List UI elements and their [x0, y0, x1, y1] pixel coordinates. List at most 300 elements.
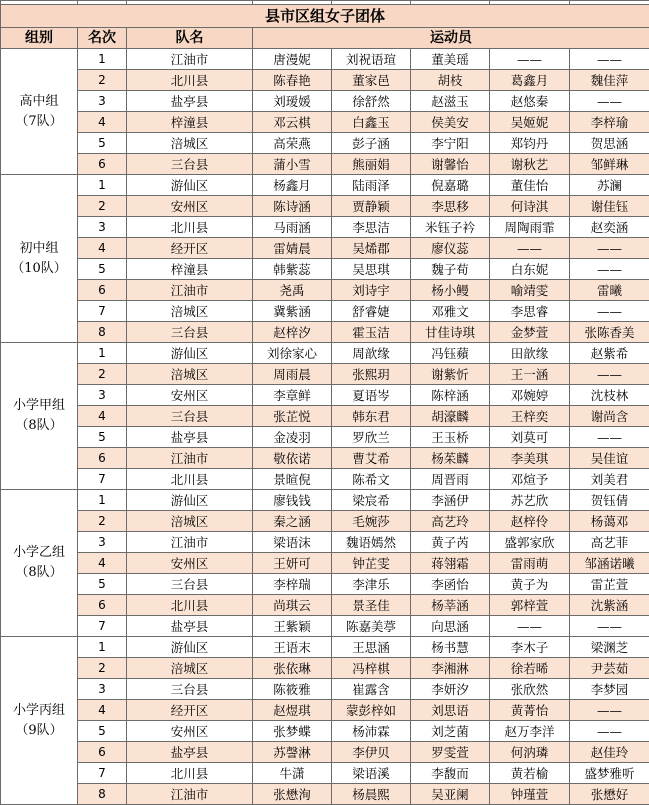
athlete-cell: ——: [570, 49, 649, 70]
rank-cell: 2: [78, 196, 127, 217]
athlete-cell: 周陶雨霏: [490, 217, 570, 238]
team-cell: 北川县: [127, 595, 253, 616]
athlete-cell: 雷芷萱: [570, 574, 649, 595]
table-row: [1, 595, 649, 616]
athlete-cell: 邓煊予: [490, 469, 570, 490]
rank-cell: 3: [78, 532, 127, 553]
athlete-cell: 谢尚含: [570, 406, 649, 427]
athlete-cell: 赵滋玉: [411, 91, 490, 112]
athlete-cell: 李馥而: [411, 763, 490, 784]
athlete-cell: 李函怡: [411, 574, 490, 595]
athlete-cell: 米钰子衿: [411, 217, 490, 238]
athlete-cell: 廖仪蕊: [411, 238, 490, 259]
athlete-cell: 陈梓涵: [411, 385, 490, 406]
table-row: [1, 238, 649, 259]
athlete-cell: ——: [570, 238, 649, 259]
athlete-cell: 徐舒然: [332, 91, 411, 112]
athlete-cell: 盛郭家欣: [490, 532, 570, 553]
rank-cell: 6: [78, 448, 127, 469]
athlete-cell: 张梦蝶: [253, 721, 332, 742]
athlete-cell: 李湘淋: [411, 658, 490, 679]
athlete-cell: 雷曦: [570, 280, 649, 301]
table-row: [1, 385, 649, 406]
rank-cell: 1: [78, 49, 127, 70]
athlete-cell: ——: [570, 301, 649, 322]
athlete-cell: 金梦萱: [490, 322, 570, 343]
athlete-cell: 张欣然: [490, 679, 570, 700]
athlete-cell: 黄子芮: [411, 532, 490, 553]
athlete-cell: 景圣佳: [332, 595, 411, 616]
team-cell: 涪城区: [127, 364, 253, 385]
rank-cell: 6: [78, 154, 127, 175]
table-row: [1, 322, 649, 343]
rank-cell: 4: [78, 553, 127, 574]
table-row: [1, 679, 649, 700]
athlete-cell: 梁渊芝: [570, 637, 649, 658]
athlete-cell: 霍玉洁: [332, 322, 411, 343]
team-cell: 安州区: [127, 196, 253, 217]
team-cell: 三台县: [127, 406, 253, 427]
group-name: 小学乙组: [1, 543, 77, 563]
table-row: [1, 154, 649, 175]
rank-cell: 1: [78, 490, 127, 511]
athlete-cell: 苏澜: [570, 175, 649, 196]
athlete-cell: 郭梓萱: [490, 595, 570, 616]
athlete-cell: 杨小鳗: [411, 280, 490, 301]
athlete-cell: 高荣燕: [253, 133, 332, 154]
table-row: [1, 763, 649, 784]
table-row: [1, 700, 649, 721]
athlete-cell: 董佳怡: [490, 175, 570, 196]
athlete-cell: 杨莘涵: [411, 595, 490, 616]
athlete-cell: 王一涵: [490, 364, 570, 385]
header-group: 组别: [1, 28, 78, 49]
athlete-cell: 李思睿: [490, 301, 570, 322]
athlete-cell: 高艺玲: [411, 511, 490, 532]
athlete-cell: 张芷悦: [253, 406, 332, 427]
table-row: [1, 511, 649, 532]
athlete-cell: 张陈香美: [570, 322, 649, 343]
athlete-cell: 甘佳诗琪: [411, 322, 490, 343]
athlete-cell: 赵梓汐: [253, 322, 332, 343]
athlete-cell: 赵悠秦: [490, 91, 570, 112]
rank-cell: 4: [78, 112, 127, 133]
athlete-cell: 何汭璘: [490, 742, 570, 763]
athlete-cell: 赵煜琪: [253, 700, 332, 721]
athlete-cell: 张懋洵: [253, 784, 332, 805]
table-row: [1, 637, 649, 658]
athlete-cell: 杨茱麟: [411, 448, 490, 469]
athlete-cell: 李涵伊: [411, 490, 490, 511]
table-row: [1, 427, 649, 448]
table-row: [1, 742, 649, 763]
athlete-cell: 倪嘉璐: [411, 175, 490, 196]
rank-cell: 5: [78, 259, 127, 280]
athlete-cell: 尚琪云: [253, 595, 332, 616]
athlete-cell: 崔露含: [332, 679, 411, 700]
table-row: [1, 112, 649, 133]
team-cell: 江油市: [127, 784, 253, 805]
rank-cell: 1: [78, 175, 127, 196]
header-team: 队名: [127, 28, 253, 49]
athlete-cell: 喻靖雯: [490, 280, 570, 301]
athlete-cell: 刘徐家心: [253, 343, 332, 364]
athlete-cell: ——: [570, 700, 649, 721]
athlete-cell: 魏语嫣然: [332, 532, 411, 553]
group-team-count: （7队）: [1, 112, 77, 132]
team-cell: 梓潼县: [127, 259, 253, 280]
athlete-cell: 王梓奕: [490, 406, 570, 427]
athlete-cell: 谢馨怡: [411, 154, 490, 175]
table-row: [1, 406, 649, 427]
athlete-cell: 唐漫妮: [253, 49, 332, 70]
header-rank: 名次: [78, 28, 127, 49]
athlete-cell: 魏子荀: [411, 259, 490, 280]
rank-cell: 7: [78, 469, 127, 490]
athlete-cell: 胡濠麟: [411, 406, 490, 427]
rank-cell: 1: [78, 637, 127, 658]
header-athletes: 运动员: [253, 28, 649, 49]
table-row: [1, 91, 649, 112]
table-row: [1, 448, 649, 469]
athlete-cell: 葛鑫月: [490, 70, 570, 91]
rank-cell: 2: [78, 511, 127, 532]
athlete-cell: 冯梓棋: [332, 658, 411, 679]
athlete-cell: 钟瑾萱: [490, 784, 570, 805]
athlete-cell: 罗雯萱: [411, 742, 490, 763]
team-cell: 游仙区: [127, 490, 253, 511]
athlete-cell: 李章鲜: [253, 385, 332, 406]
athlete-cell: 毛婉莎: [332, 511, 411, 532]
athlete-cell: 王玉桥: [411, 427, 490, 448]
table-row: [1, 343, 649, 364]
athlete-cell: 杨沛霖: [332, 721, 411, 742]
athlete-cell: 王思涵: [332, 637, 411, 658]
athlete-cell: 田歆缘: [490, 343, 570, 364]
team-cell: 三台县: [127, 322, 253, 343]
table-row: [1, 217, 649, 238]
athlete-cell: 张懋好: [570, 784, 649, 805]
athlete-cell: 敬依诺: [253, 448, 332, 469]
athlete-cell: 邹鲜琳: [570, 154, 649, 175]
athlete-cell: 李梓瑞: [253, 574, 332, 595]
athlete-cell: 沈枝林: [570, 385, 649, 406]
group-name-cell: [1, 637, 78, 805]
athlete-cell: 蒙彭梓如: [332, 700, 411, 721]
table-row: [1, 469, 649, 490]
athlete-cell: 王语末: [253, 637, 332, 658]
athlete-cell: 贺钰倩: [570, 490, 649, 511]
athlete-cell: 雷雨萌: [490, 553, 570, 574]
athlete-cell: 贺思涵: [570, 133, 649, 154]
table-title: 县市区组女子团体: [1, 5, 649, 28]
athlete-cell: 李思移: [411, 196, 490, 217]
group-name-cell: [1, 49, 78, 175]
athlete-cell: 苏謦淋: [253, 742, 332, 763]
athlete-cell: 吴佳谊: [570, 448, 649, 469]
group-team-count: （8队）: [1, 416, 77, 436]
group-name: 小学甲组: [1, 396, 77, 416]
athlete-cell: ——: [570, 721, 649, 742]
rank-cell: 8: [78, 322, 127, 343]
team-cell: 游仙区: [127, 637, 253, 658]
athlete-cell: 邓雅文: [411, 301, 490, 322]
table-row: [1, 532, 649, 553]
group-team-count: （8队）: [1, 563, 77, 583]
athlete-cell: ——: [570, 364, 649, 385]
athlete-cell: ——: [490, 616, 570, 637]
rank-cell: 8: [78, 784, 127, 805]
athlete-cell: 赵佳玲: [570, 742, 649, 763]
athlete-cell: ——: [570, 427, 649, 448]
athlete-cell: 陈春艳: [253, 70, 332, 91]
athlete-cell: 陈诗涵: [253, 196, 332, 217]
rank-cell: 3: [78, 91, 127, 112]
athlete-cell: 周晋雨: [411, 469, 490, 490]
team-cell: 江油市: [127, 532, 253, 553]
team-cell: 盐亭县: [127, 742, 253, 763]
rank-cell: 1: [78, 343, 127, 364]
athlete-cell: 盛梦雅听: [570, 763, 649, 784]
table-row: [1, 49, 649, 70]
athlete-cell: 黄子为: [490, 574, 570, 595]
rank-cell: 2: [78, 364, 127, 385]
athlete-cell: 舒睿婕: [332, 301, 411, 322]
athlete-cell: 韩紫蕊: [253, 259, 332, 280]
team-cell: 安州区: [127, 385, 253, 406]
athlete-cell: 刘瑷媛: [253, 91, 332, 112]
athlete-cell: 杨鑫月: [253, 175, 332, 196]
table-row: [1, 196, 649, 217]
athlete-cell: 沈紫涵: [570, 595, 649, 616]
table-row: [1, 175, 649, 196]
athlete-cell: 王紫颖: [253, 616, 332, 637]
athlete-cell: 董美瑶: [411, 49, 490, 70]
athlete-cell: 赵奕涵: [570, 217, 649, 238]
athlete-cell: 刘思语: [411, 700, 490, 721]
team-cell: 江油市: [127, 49, 253, 70]
team-cell: 江油市: [127, 448, 253, 469]
group-team-count: （9队）: [1, 721, 77, 741]
rank-cell: 5: [78, 721, 127, 742]
athlete-cell: 白东妮: [490, 259, 570, 280]
athlete-cell: 秦之涵: [253, 511, 332, 532]
athlete-cell: 李梦园: [570, 679, 649, 700]
athlete-cell: 韩东君: [332, 406, 411, 427]
athlete-cell: 刘美君: [570, 469, 649, 490]
athlete-cell: 周雨晨: [253, 364, 332, 385]
athlete-cell: 周歆缘: [332, 343, 411, 364]
athlete-cell: 雷婧晨: [253, 238, 332, 259]
team-cell: 三台县: [127, 679, 253, 700]
athlete-cell: 吴烯郡: [332, 238, 411, 259]
group-name: 高中组: [1, 92, 77, 112]
athlete-cell: 何诗淇: [490, 196, 570, 217]
athlete-cell: 邓云棋: [253, 112, 332, 133]
athlete-cell: 曹艾希: [332, 448, 411, 469]
rank-cell: 2: [78, 70, 127, 91]
athlete-cell: 牛潇: [253, 763, 332, 784]
athlete-cell: 李妍汐: [411, 679, 490, 700]
rank-cell: 4: [78, 238, 127, 259]
athlete-cell: 高艺菲: [570, 532, 649, 553]
athlete-cell: 冯钰蘋: [411, 343, 490, 364]
athlete-cell: 张依琳: [253, 658, 332, 679]
table-row: [1, 301, 649, 322]
team-cell: 盐亭县: [127, 427, 253, 448]
athlete-cell: 李梓瑜: [570, 112, 649, 133]
athlete-cell: 刘莫可: [490, 427, 570, 448]
rank-cell: 2: [78, 658, 127, 679]
athlete-cell: 夏语岑: [332, 385, 411, 406]
athlete-cell: 钟芷雯: [332, 553, 411, 574]
athlete-cell: 吴思琪: [332, 259, 411, 280]
athlete-cell: 马雨涵: [253, 217, 332, 238]
athlete-cell: 赵梓伶: [490, 511, 570, 532]
athlete-cell: 陆雨泽: [332, 175, 411, 196]
athlete-cell: 邹涵诺曦: [570, 553, 649, 574]
athlete-cell: 向思涵: [411, 616, 490, 637]
team-cell: 涪城区: [127, 511, 253, 532]
group-name: 初中组: [1, 239, 77, 259]
rank-cell: 3: [78, 385, 127, 406]
athlete-cell: 李宁阳: [411, 133, 490, 154]
rank-cell: 4: [78, 700, 127, 721]
athlete-cell: 白鑫玉: [332, 112, 411, 133]
athlete-cell: 李木子: [490, 637, 570, 658]
athlete-cell: 赵万李洋: [490, 721, 570, 742]
rank-cell: 6: [78, 595, 127, 616]
athlete-cell: 李思洁: [332, 217, 411, 238]
athlete-cell: 黄若榆: [490, 763, 570, 784]
team-cell: 梓潼县: [127, 112, 253, 133]
team-cell: 经开区: [127, 700, 253, 721]
athlete-cell: 郑钧丹: [490, 133, 570, 154]
athlete-cell: 梁语溪: [332, 763, 411, 784]
table-row: [1, 616, 649, 637]
rank-cell: 5: [78, 574, 127, 595]
group-team-count: （10队）: [1, 259, 77, 279]
rank-cell: 5: [78, 133, 127, 154]
table-row: [1, 553, 649, 574]
rank-cell: 3: [78, 679, 127, 700]
athlete-cell: 杨蔼邓: [570, 511, 649, 532]
athlete-cell: 金凌羽: [253, 427, 332, 448]
team-cell: 北川县: [127, 217, 253, 238]
athlete-cell: 黄菁怡: [490, 700, 570, 721]
athlete-cell: 尹芸茹: [570, 658, 649, 679]
table-row: [1, 490, 649, 511]
athlete-cell: 杨晨熙: [332, 784, 411, 805]
table-row: [1, 259, 649, 280]
team-cell: 盐亭县: [127, 91, 253, 112]
athlete-cell: 谢秋艺: [490, 154, 570, 175]
athlete-cell: ——: [570, 616, 649, 637]
athlete-cell: 彭子涵: [332, 133, 411, 154]
athlete-cell: 刘祝语瑄: [332, 49, 411, 70]
table-row: [1, 784, 649, 805]
athlete-cell: 景暄倪: [253, 469, 332, 490]
table-row: [1, 280, 649, 301]
athlete-cell: 谢佳钰: [570, 196, 649, 217]
rank-cell: 6: [78, 742, 127, 763]
group-name-cell: [1, 343, 78, 490]
athlete-cell: 刘诗宇: [332, 280, 411, 301]
group-name-cell: [1, 175, 78, 343]
athlete-cell: 贾静颖: [332, 196, 411, 217]
athlete-cell: ——: [490, 238, 570, 259]
athlete-cell: 王妍可: [253, 553, 332, 574]
athlete-cell: 吴亚阑: [411, 784, 490, 805]
athlete-cell: 李伊贝: [332, 742, 411, 763]
rank-cell: 5: [78, 427, 127, 448]
team-cell: 游仙区: [127, 343, 253, 364]
athlete-cell: 陈嘉美葶: [332, 616, 411, 637]
athlete-cell: 冀紫涵: [253, 301, 332, 322]
athlete-cell: 董家邑: [332, 70, 411, 91]
athlete-cell: 尧禹: [253, 280, 332, 301]
team-cell: 涪城区: [127, 301, 253, 322]
athlete-cell: 廖钱钱: [253, 490, 332, 511]
athlete-cell: 侯美安: [411, 112, 490, 133]
athlete-cell: 蒲小雪: [253, 154, 332, 175]
team-cell: 北川县: [127, 70, 253, 91]
team-cell: 涪城区: [127, 133, 253, 154]
team-cell: 经开区: [127, 238, 253, 259]
rank-cell: 6: [78, 280, 127, 301]
team-cell: 盐亭县: [127, 616, 253, 637]
athlete-cell: 刘芝菌: [411, 721, 490, 742]
athlete-cell: 蒋翎霜: [411, 553, 490, 574]
athlete-cell: 李美琪: [490, 448, 570, 469]
table-row: [1, 133, 649, 154]
table-row: [1, 364, 649, 385]
athlete-cell: 徐若晞: [490, 658, 570, 679]
team-cell: 安州区: [127, 721, 253, 742]
rank-cell: 7: [78, 616, 127, 637]
team-cell: 涪城区: [127, 658, 253, 679]
team-cell: 三台县: [127, 154, 253, 175]
table-row: [1, 721, 649, 742]
rank-cell: 7: [78, 301, 127, 322]
group-name-cell: [1, 490, 78, 637]
athlete-cell: 陈希文: [332, 469, 411, 490]
athlete-cell: 魏佳萍: [570, 70, 649, 91]
table-row: [1, 574, 649, 595]
athlete-cell: 赵紫希: [570, 343, 649, 364]
athlete-cell: 吴姬妮: [490, 112, 570, 133]
athlete-cell: 陈筱雅: [253, 679, 332, 700]
team-cell: 江油市: [127, 280, 253, 301]
team-cell: 游仙区: [127, 175, 253, 196]
table-row: [1, 70, 649, 91]
athlete-cell: 谢紫忻: [411, 364, 490, 385]
athlete-cell: ——: [490, 49, 570, 70]
athlete-cell: 杨书慧: [411, 637, 490, 658]
athlete-cell: 李津乐: [332, 574, 411, 595]
athlete-cell: 罗欣兰: [332, 427, 411, 448]
team-cell: 北川县: [127, 763, 253, 784]
athlete-cell: ——: [570, 259, 649, 280]
team-cell: 安州区: [127, 553, 253, 574]
athlete-cell: 熊丽娟: [332, 154, 411, 175]
athlete-cell: 胡枝: [411, 70, 490, 91]
group-name: 小学丙组: [1, 701, 77, 721]
team-cell: 三台县: [127, 574, 253, 595]
rank-cell: 7: [78, 763, 127, 784]
athlete-cell: ——: [570, 91, 649, 112]
athlete-cell: 梁语沫: [253, 532, 332, 553]
